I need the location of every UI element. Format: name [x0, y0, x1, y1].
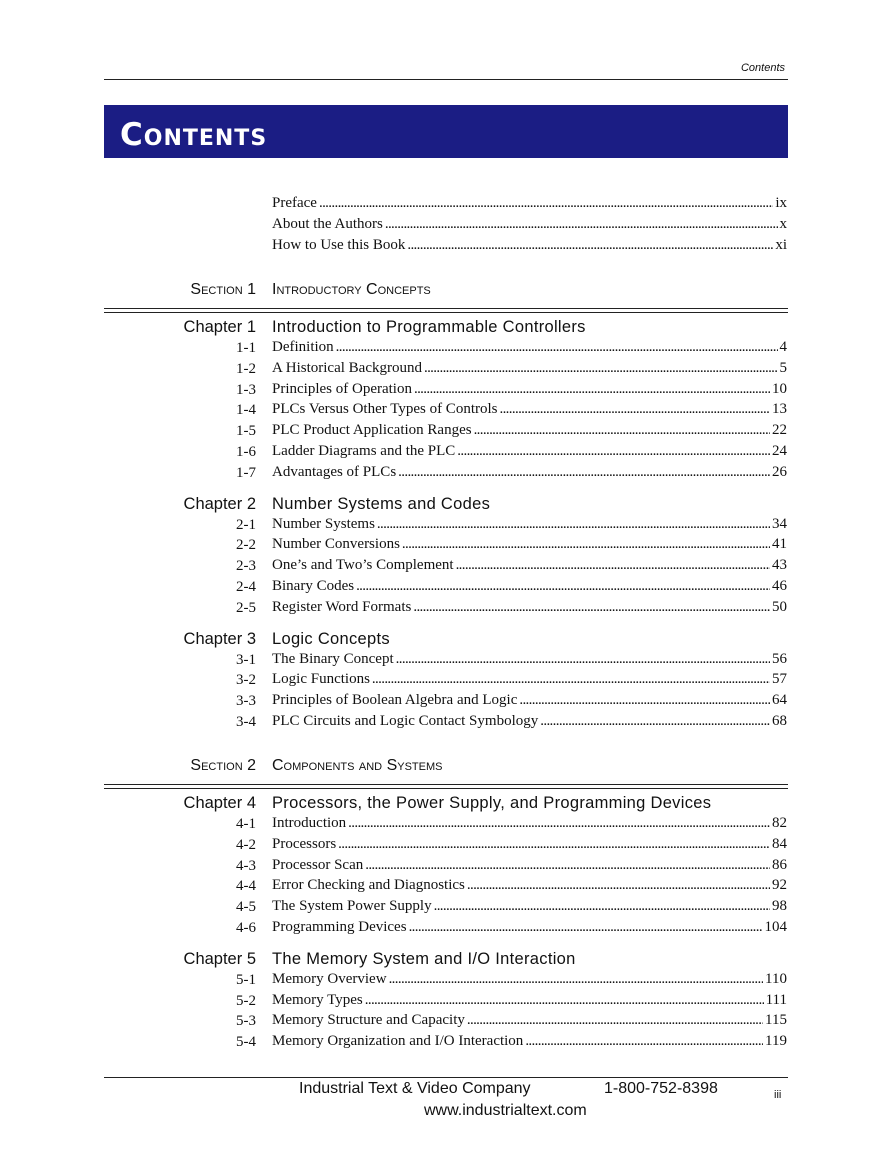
- entry-page: 98: [772, 898, 787, 915]
- entry-title: PLCs Versus Other Types of Controls: [272, 401, 498, 418]
- footer-rule: [104, 1077, 788, 1078]
- toc-entry[interactable]: [272, 381, 787, 402]
- entry-title: About the Authors: [272, 215, 383, 232]
- dot-leader: [398, 464, 770, 481]
- chapter-label: Chapter 2: [183, 494, 256, 513]
- entry-number: 3-3: [236, 693, 256, 710]
- toc-entry[interactable]: [272, 464, 787, 485]
- entry-page: 119: [765, 1033, 787, 1050]
- entry-title: Ladder Diagrams and the PLC: [272, 443, 456, 459]
- entry-title: The System Power Supply: [272, 898, 432, 915]
- section-title: Introductory Concepts: [272, 281, 431, 298]
- dot-leader: [348, 815, 770, 832]
- entry-number: 2-3: [236, 558, 256, 575]
- front-matter-entry[interactable]: [272, 237, 787, 258]
- entry-page: 57: [772, 671, 787, 688]
- toc-entry[interactable]: [272, 992, 787, 1013]
- entry-page: 26: [772, 463, 787, 480]
- header-rule: [104, 79, 788, 80]
- entry-number: 3-2: [236, 672, 256, 689]
- dot-leader: [365, 992, 764, 1009]
- entry-title: Error Checking and Diagnostics: [272, 877, 465, 894]
- entry-page: 5: [779, 359, 787, 376]
- entry-title: Binary Codes: [272, 578, 355, 594]
- dot-leader: [467, 877, 770, 894]
- dot-leader: [389, 971, 763, 988]
- entry-title: Introduction: [272, 815, 347, 831]
- section-rule: [104, 308, 788, 313]
- toc-entry[interactable]: [272, 422, 787, 443]
- entry-title: Processors: [272, 835, 337, 852]
- entry-number: 1-7: [236, 464, 256, 481]
- entry-number: 2-5: [236, 599, 256, 616]
- entry-number: 3-4: [236, 714, 256, 730]
- entry-page: 84: [772, 835, 787, 852]
- entry-number: 3-1: [236, 651, 256, 668]
- entry-title: Memory Structure and Capacity: [272, 1012, 465, 1029]
- entry-page: x: [779, 215, 787, 232]
- entry-title: Memory Overview: [272, 970, 387, 987]
- toc-entry[interactable]: [272, 516, 787, 537]
- entry-number: 4-5: [236, 899, 256, 916]
- dot-leader: [540, 713, 770, 730]
- entry-title: PLC Circuits and Logic Contact Symbology: [272, 713, 539, 729]
- entry-number: 1-1: [236, 340, 256, 356]
- dot-leader: [409, 919, 763, 936]
- chapter-title[interactable]: Introduction to Programmable Controllers: [272, 318, 586, 336]
- entry-title: The Binary Concept: [272, 650, 394, 667]
- dot-leader: [413, 599, 770, 616]
- entry-title: Number Conversions: [272, 536, 400, 553]
- toc-entry[interactable]: [272, 1033, 787, 1054]
- front-matter-entry[interactable]: [272, 216, 787, 237]
- entry-title: Programming Devices: [272, 919, 407, 935]
- entry-page: ix: [775, 195, 787, 211]
- entry-title: Principles of Boolean Algebra and Logic: [272, 692, 518, 709]
- entry-number: 4-6: [236, 920, 256, 936]
- entry-title: Memory Types: [272, 991, 363, 1008]
- toc-entry[interactable]: [272, 651, 787, 672]
- entry-number: 5-2: [236, 992, 256, 1009]
- toc-entry[interactable]: [272, 877, 787, 898]
- toc-entry[interactable]: [272, 557, 787, 578]
- dot-leader: [456, 557, 770, 574]
- entry-page: 56: [772, 650, 787, 667]
- entry-number: 4-3: [236, 857, 256, 874]
- dot-leader: [457, 443, 770, 460]
- entry-page: 110: [765, 970, 787, 987]
- entry-title: Principles of Operation: [272, 380, 412, 397]
- toc-entry[interactable]: [272, 713, 787, 734]
- toc-entry[interactable]: [272, 401, 787, 422]
- entry-number: 5-4: [236, 1034, 256, 1051]
- dot-leader: [474, 422, 770, 439]
- chapter-label: Chapter 1: [183, 318, 256, 336]
- entry-page: 115: [765, 1012, 787, 1029]
- toc-entry[interactable]: [272, 898, 787, 919]
- entry-number: 4-2: [236, 836, 256, 853]
- entry-page: 43: [772, 557, 787, 574]
- entry-title: Memory Organization and I/O Interaction: [272, 1033, 524, 1050]
- entry-page: 64: [772, 692, 787, 709]
- chapter-title[interactable]: The Memory System and I/O Interaction: [272, 949, 576, 968]
- entry-number: 1-4: [236, 402, 256, 419]
- toc-entry[interactable]: [272, 1012, 787, 1033]
- chapter-title[interactable]: Logic Concepts: [272, 629, 390, 648]
- chapter-title[interactable]: Processors, the Power Supply, and Programming Devices: [272, 794, 712, 812]
- entry-number: 4-1: [236, 816, 256, 832]
- entry-title: One’s and Two’s Complement: [272, 557, 454, 574]
- entry-title: How to Use this Book: [272, 236, 406, 253]
- footer-website[interactable]: www.industrialtext.com: [424, 1102, 587, 1119]
- entry-page: 50: [772, 598, 787, 615]
- footer-phone: 1-800-752-8398: [604, 1080, 718, 1097]
- entry-title: Logic Functions: [272, 671, 370, 688]
- section-rule: [104, 784, 788, 789]
- section-title: Components and Systems: [272, 757, 443, 774]
- toc-entry[interactable]: [272, 339, 787, 360]
- dot-leader: [385, 216, 778, 233]
- entry-title: Register Word Formats: [272, 598, 412, 615]
- dot-leader: [396, 651, 770, 668]
- entry-number: 1-6: [236, 444, 256, 460]
- entry-page: 82: [772, 815, 787, 831]
- entry-number: 2-4: [236, 579, 256, 595]
- dot-leader: [338, 836, 770, 853]
- toc-entry[interactable]: [272, 578, 787, 599]
- toc-entry[interactable]: [272, 360, 787, 381]
- dot-leader: [336, 339, 778, 356]
- entry-page: 22: [772, 422, 787, 439]
- front-matter-entry[interactable]: [272, 195, 787, 216]
- entry-number: 2-2: [236, 537, 256, 554]
- contents-banner: [104, 105, 788, 158]
- entry-title: Preface: [272, 195, 317, 211]
- entry-page: 13: [772, 401, 787, 418]
- dot-leader: [356, 578, 770, 595]
- section-label: Section 2: [190, 757, 256, 774]
- page-number: iii: [774, 1089, 782, 1101]
- entry-page: 92: [772, 877, 787, 894]
- toc-entry[interactable]: [272, 971, 787, 992]
- entry-title: Definition: [272, 339, 334, 355]
- entry-page: 34: [772, 515, 787, 532]
- entry-page: 86: [772, 856, 787, 873]
- entry-page: 111: [765, 991, 787, 1008]
- dot-leader: [499, 401, 770, 418]
- toc-entry[interactable]: [272, 443, 787, 464]
- entry-number: 5-1: [236, 971, 256, 988]
- toc-entry[interactable]: [272, 671, 787, 692]
- dot-leader: [434, 898, 770, 915]
- entry-page: 4: [779, 339, 787, 355]
- chapter-label: Chapter 3: [183, 629, 256, 648]
- dot-leader: [365, 857, 770, 874]
- entry-number: 1-2: [236, 360, 256, 377]
- entry-title: A Historical Background: [272, 359, 422, 376]
- entry-page: 46: [772, 578, 787, 594]
- footer-company: Industrial Text & Video Company: [299, 1080, 531, 1097]
- toc-entry[interactable]: [272, 836, 787, 857]
- chapter-label: Chapter 4: [183, 794, 256, 812]
- toc-entry[interactable]: [272, 919, 787, 940]
- entry-page: 104: [764, 919, 787, 935]
- dot-leader: [319, 195, 773, 212]
- running-head: Contents: [740, 62, 785, 74]
- toc-entry[interactable]: [272, 815, 787, 836]
- entry-page: 68: [772, 713, 787, 729]
- toc-entry[interactable]: [272, 857, 787, 878]
- entry-title: Number Systems: [272, 515, 375, 532]
- dot-leader: [372, 671, 770, 688]
- entry-title: Processor Scan: [272, 856, 364, 873]
- entry-page: 41: [772, 536, 787, 553]
- dot-leader: [467, 1012, 763, 1029]
- toc-entry[interactable]: [272, 599, 787, 620]
- dot-leader: [414, 381, 770, 398]
- entry-number: 4-4: [236, 878, 256, 895]
- entry-title: PLC Product Application Ranges: [272, 422, 472, 439]
- dot-leader: [377, 516, 770, 533]
- dot-leader: [519, 692, 770, 709]
- entry-page: 10: [772, 380, 787, 397]
- entry-page: 24: [772, 443, 787, 459]
- toc-entry[interactable]: [272, 692, 787, 713]
- entry-page: xi: [775, 236, 787, 253]
- chapter-title[interactable]: Number Systems and Codes: [272, 494, 491, 513]
- dot-leader: [525, 1033, 763, 1050]
- entry-number: 5-3: [236, 1013, 256, 1030]
- page-title: Contents: [120, 117, 268, 153]
- dot-leader: [407, 237, 773, 254]
- entry-title: Advantages of PLCs: [272, 463, 397, 480]
- entry-number: 1-3: [236, 381, 256, 398]
- entry-number: 1-5: [236, 423, 256, 440]
- dot-leader: [402, 536, 770, 553]
- section-label: Section 1: [190, 281, 256, 298]
- entry-number: 2-1: [236, 516, 256, 533]
- toc-entry[interactable]: [272, 536, 787, 557]
- dot-leader: [424, 360, 778, 377]
- chapter-label: Chapter 5: [183, 949, 256, 968]
